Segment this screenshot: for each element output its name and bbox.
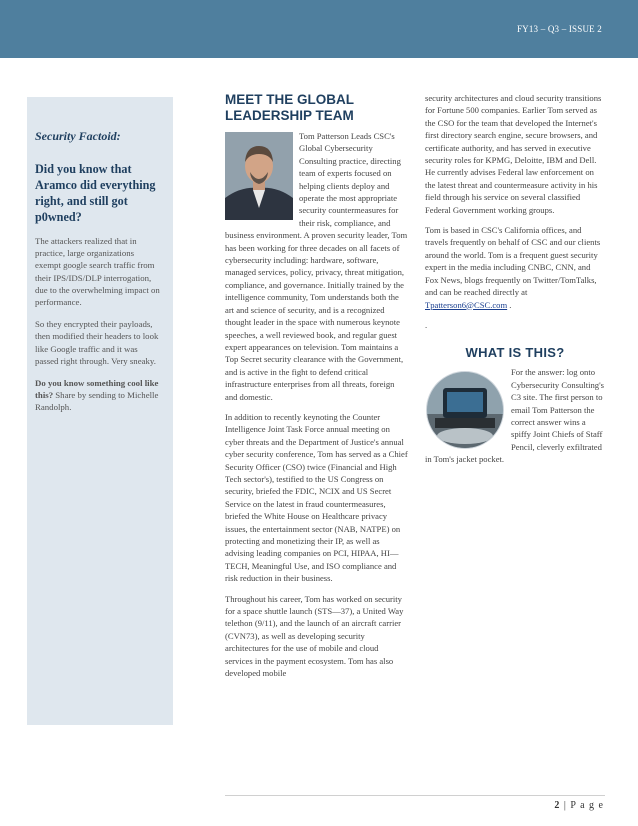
- mystery-photo: [425, 370, 505, 450]
- factoid-cta: [35, 377, 161, 414]
- page-separator: |: [560, 800, 571, 811]
- article-paragraph-5-text: Tom is based in CSC's California offices, and travels frequently on behalf of CSC and our clients around the world. Tom is a frequent guest security expert in the media including CNBC, CNN, and Fox News, blogs frequently on Twitter/TomTalks, and can be reached directly at: [425, 225, 601, 298]
- what-is-this-block: [425, 366, 605, 465]
- factoid-question: Did you know that Aramco did everything right, and still got p0wned?: [35, 162, 156, 224]
- portrait-photo: [225, 132, 293, 220]
- article-paragraph-3: Throughout his career, Tom has worked on security for a space shuttle launch (STS—37), a United Way telethon (9/11), and the launch of an aircraft carrier (CVN73), as well as developing security architectures for the use of mobile and cloud services in the payment ecosystem. Tom has also developed mobile: [225, 593, 404, 679]
- page-footer: [554, 800, 604, 811]
- factoid-paragraph-2: So they encrypted their payloads, then modified their headers to look like Google traffic and it was passed right through. Very sneaky.: [35, 319, 159, 366]
- sidebar-factoid: [27, 97, 173, 725]
- header-bar: [0, 0, 638, 58]
- factoid-paragraph-1: The attackers realized that in practice, large organizations exempt google search traffic from their IPS/IDS/DLP interrogation, due to the overwhelming impact on performance.: [35, 236, 160, 308]
- page-number: 2: [554, 800, 561, 811]
- article-paragraph-5-end: .: [507, 299, 512, 310]
- article-paragraph-5: [425, 224, 605, 311]
- stray-dot: .: [425, 319, 428, 330]
- email-link[interactable]: Tpatterson6@CSC.com: [425, 299, 508, 310]
- article-column-2: [425, 92, 605, 474]
- page-word: P a g e: [570, 800, 604, 811]
- sidebar-content: [35, 129, 161, 424]
- article-column-1: [225, 92, 408, 687]
- article-paragraph-1: Tom Patterson Leads CSC's Global Cybersecurity Consulting practice, directing team of experts focused on helping clients deploy and operate the most appropriate security countermeasures for their risk, compliance, and business environment. A proven security leader, Tom has been working for three decades on all facets of cybersecurity including: hardware, software, managed services, policy, privacy, threat mitigation, compliance, and governance. Initially trained by the intelligence community, Tom understands both the art and science of security, and is a recognized thought leader in the space with numerous keynote speeches, a well reviewed book, and regular guest expert appearances on television. Tom maintains a Top Secret security clearance with the Government, and is active in the fight to defend critical infrastructure enterprises from all threats, foreign and domestic.: [225, 131, 408, 402]
- what-is-this-title: WHAT IS THIS?: [465, 345, 565, 361]
- footer-divider: [225, 795, 605, 796]
- article-paragraph-4: security architectures and cloud security transitions for Fortune 500 companies. Earlier Tom served as the CSO for the team that developed the Internet's first directory search engine, secure browsers, and certificate authority, and has served in executive security roles for KPMG, Deloitte, IBM and Dell. He currently advises Federal law enforcement on the latest threat and countermeasure activity in his field through his service on several classified Federal Government working groups.: [425, 93, 602, 215]
- factoid-cta-text: Share by sending to Michelle Randolph.: [35, 390, 159, 413]
- factoid-cta-bold: Do you know something cool like this?: [35, 378, 159, 401]
- article-paragraph-2: In addition to recently keynoting the Counter Intelligence Joint Task Force annual meeting on cyber threats and the Department of Justice's annual cyber security conference, Tom has served as a Chief Security Officer (CSO) twice (Financial and High Tech sector's), testified to the US Congress on security, briefed the FDIC, NCIX and US Secret Service on the latest in fraud countermeasures, briefed the White House on Healthcare privacy issues, the entertainment sector (NAB, NATPE) on protecting and monetizing their IP, as well as advising leading companies on PCI, HIPAA, HI—TECH, Meaningful Use, and ISO compliance and risk reduction in their business.: [225, 411, 408, 584]
- issue-label: FY13 – Q3 – ISSUE 2: [516, 24, 602, 34]
- what-is-this-text: For the answer: log onto Cybersecurity Consulting's C3 site. The first person to email Tom Patterson the correct answer wins a spiffy Joint Chiefs of Staff Pencil, cleverly exfiltrated in Tom's jacket pocket.: [425, 367, 604, 465]
- article-title: MEET THE GLOBAL LEADERSHIP TEAM: [225, 92, 354, 123]
- factoid-title: Security Factoid:: [35, 129, 121, 143]
